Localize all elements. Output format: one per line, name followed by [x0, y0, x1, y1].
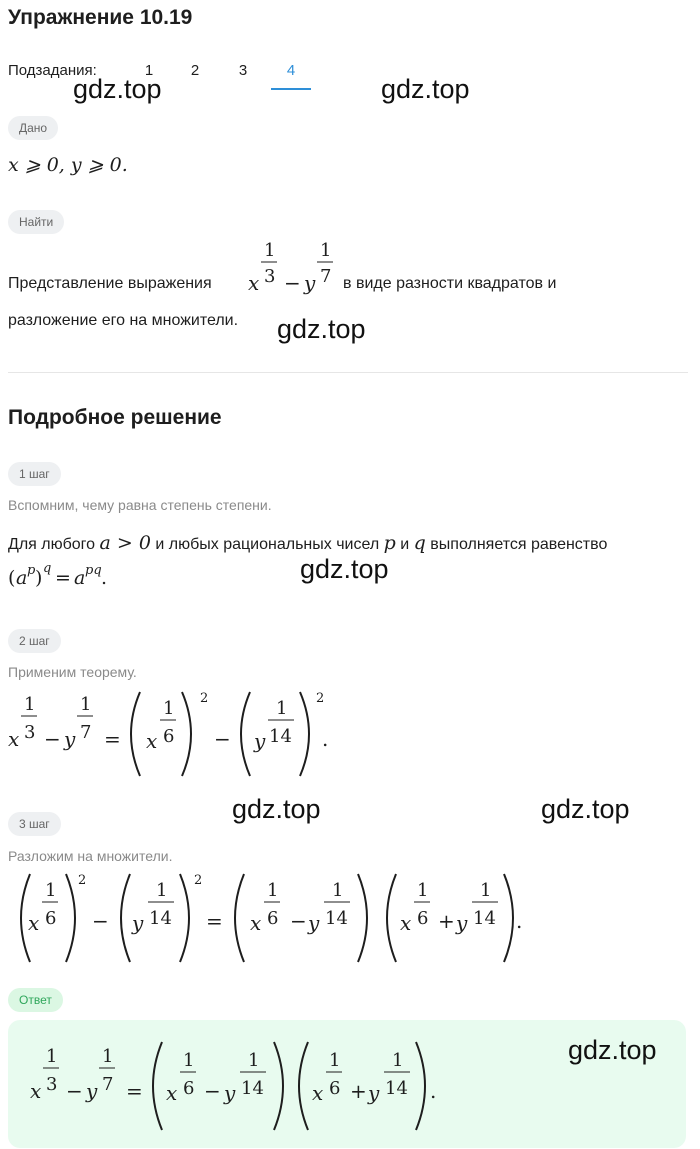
- svg-text:x: x: [400, 911, 412, 935]
- svg-text:y: y: [86, 1079, 98, 1103]
- subtask-tab-2[interactable]: 2: [190, 62, 200, 79]
- answer-formula: [28, 1036, 448, 1140]
- svg-text:a: a: [74, 567, 86, 589]
- svg-text:−: −: [66, 1079, 83, 1103]
- svg-text:+: +: [350, 1079, 367, 1103]
- svg-text:x: x: [146, 729, 158, 753]
- watermark: gdz.top: [300, 554, 389, 584]
- step-3-formula: [6, 866, 536, 970]
- svg-text:x: x: [312, 1081, 324, 1105]
- svg-text:y: y: [254, 729, 266, 753]
- svg-text:−: −: [204, 1079, 221, 1103]
- svg-text:14: 14: [385, 1078, 408, 1099]
- svg-text:1: 1: [392, 1050, 404, 1071]
- svg-text:3: 3: [46, 1074, 58, 1095]
- svg-text:1: 1: [80, 694, 92, 715]
- svg-text:14: 14: [269, 726, 292, 747]
- svg-text:3: 3: [264, 266, 276, 287]
- watermark: gdz.top: [381, 74, 470, 104]
- svg-text:−: −: [284, 271, 301, 295]
- svg-text:1: 1: [163, 698, 175, 719]
- svg-text:2: 2: [316, 691, 325, 706]
- svg-text:−: −: [290, 909, 307, 933]
- svg-text:y: y: [308, 911, 320, 935]
- step-3-hint: Разложим на множители.: [8, 848, 173, 864]
- svg-text:=: =: [55, 567, 71, 589]
- solution-heading: Подробное решение: [8, 406, 222, 429]
- svg-text:14: 14: [473, 908, 496, 929]
- svg-text:1: 1: [320, 240, 332, 261]
- svg-text:6: 6: [183, 1078, 195, 1099]
- svg-text:y: y: [456, 911, 468, 935]
- svg-text:y: y: [368, 1081, 380, 1105]
- svg-text:1: 1: [102, 1046, 114, 1067]
- step-1-text: Для любого a > 0 и любых рациональных чисел p и q выполняется равенство: [8, 532, 608, 554]
- svg-text:y: y: [224, 1081, 236, 1105]
- svg-text:+: +: [438, 909, 455, 933]
- given-label: Дано: [8, 116, 58, 140]
- svg-text:6: 6: [45, 908, 57, 929]
- step-2-hint: Применим теорему.: [8, 664, 137, 680]
- step-1-hint: Вспомним, чему равна степень степени.: [8, 497, 272, 513]
- svg-text:1: 1: [267, 880, 279, 901]
- watermark: gdz.top: [73, 74, 162, 104]
- svg-text:1: 1: [329, 1050, 341, 1071]
- svg-text:1: 1: [156, 880, 168, 901]
- svg-text:6: 6: [163, 726, 175, 747]
- svg-text:x: x: [250, 911, 262, 935]
- svg-text:14: 14: [149, 908, 172, 929]
- section-divider: [8, 372, 688, 373]
- svg-text:x: x: [166, 1081, 178, 1105]
- svg-text:14: 14: [325, 908, 348, 929]
- svg-text:p: p: [27, 563, 36, 578]
- svg-text:6: 6: [329, 1078, 341, 1099]
- svg-text:1: 1: [332, 880, 344, 901]
- svg-text:x: x: [8, 727, 20, 751]
- find-text-after: в виде разности квадратов и: [343, 275, 557, 292]
- svg-text:6: 6: [267, 908, 279, 929]
- svg-text:2: 2: [200, 691, 209, 706]
- svg-text:−: −: [92, 909, 109, 933]
- svg-text:7: 7: [102, 1074, 114, 1095]
- svg-text:−: −: [44, 727, 61, 751]
- svg-text:1: 1: [46, 1046, 58, 1067]
- subtask-tab-1[interactable]: 1: [144, 62, 154, 79]
- svg-text:pq: pq: [85, 563, 102, 578]
- svg-text:.: .: [101, 567, 108, 589]
- power-rule-formula: [8, 560, 138, 592]
- subtasks-label: Подзадания:: [8, 62, 97, 79]
- svg-text:1: 1: [183, 1050, 195, 1071]
- find-text-before: Представление выражения: [8, 275, 212, 292]
- svg-text:=: =: [126, 1079, 143, 1103]
- svg-text:1: 1: [417, 880, 429, 901]
- watermark: gdz.top: [277, 314, 366, 344]
- subtask-tab-4[interactable]: 4: [286, 62, 296, 79]
- svg-text:=: =: [104, 727, 121, 751]
- svg-text:1: 1: [480, 880, 492, 901]
- svg-text:a: a: [16, 567, 28, 589]
- svg-text:−: −: [214, 727, 231, 751]
- step-2-formula: [6, 684, 346, 784]
- answer-label: Ответ: [8, 988, 63, 1012]
- svg-text:1: 1: [264, 240, 276, 261]
- svg-text:q: q: [43, 561, 52, 576]
- watermark: gdz.top: [232, 794, 321, 824]
- svg-text:y: y: [64, 727, 76, 751]
- step-3-label: 3 шаг: [8, 812, 61, 836]
- given-condition: x ⩾ 0, y ⩾ 0.: [8, 154, 128, 176]
- svg-text:.: .: [516, 909, 523, 933]
- svg-text:7: 7: [80, 722, 92, 743]
- find-expression: [246, 236, 336, 298]
- subtask-tab-3[interactable]: 3: [238, 62, 248, 79]
- watermark: gdz.top: [568, 1035, 657, 1065]
- svg-text:6: 6: [417, 908, 429, 929]
- svg-text:y: y: [132, 911, 144, 935]
- svg-text:1: 1: [45, 880, 57, 901]
- svg-text:.: .: [322, 727, 329, 751]
- svg-text:7: 7: [320, 266, 332, 287]
- svg-text:2: 2: [194, 873, 203, 888]
- svg-text:.: .: [430, 1079, 437, 1103]
- active-tab-indicator: [271, 88, 311, 90]
- svg-text:): ): [35, 567, 43, 589]
- step-1-label: 1 шаг: [8, 462, 61, 486]
- find-text-line2: разложение его на множители.: [8, 312, 239, 329]
- svg-text:x: x: [28, 911, 40, 935]
- page-title: Упражнение 10.19: [8, 6, 193, 29]
- find-label: Найти: [8, 210, 64, 234]
- svg-text:1: 1: [248, 1050, 260, 1071]
- svg-text:2: 2: [78, 873, 87, 888]
- svg-text:3: 3: [24, 722, 36, 743]
- watermark: gdz.top: [541, 794, 630, 824]
- svg-text:1: 1: [276, 698, 288, 719]
- step-2-label: 2 шаг: [8, 629, 61, 653]
- svg-text:y: y: [304, 271, 316, 295]
- svg-text:=: =: [206, 909, 223, 933]
- svg-text:14: 14: [241, 1078, 264, 1099]
- svg-text:x: x: [30, 1079, 42, 1103]
- svg-text:1: 1: [24, 694, 36, 715]
- svg-text:(: (: [8, 567, 16, 589]
- svg-text:x: x: [248, 271, 260, 295]
